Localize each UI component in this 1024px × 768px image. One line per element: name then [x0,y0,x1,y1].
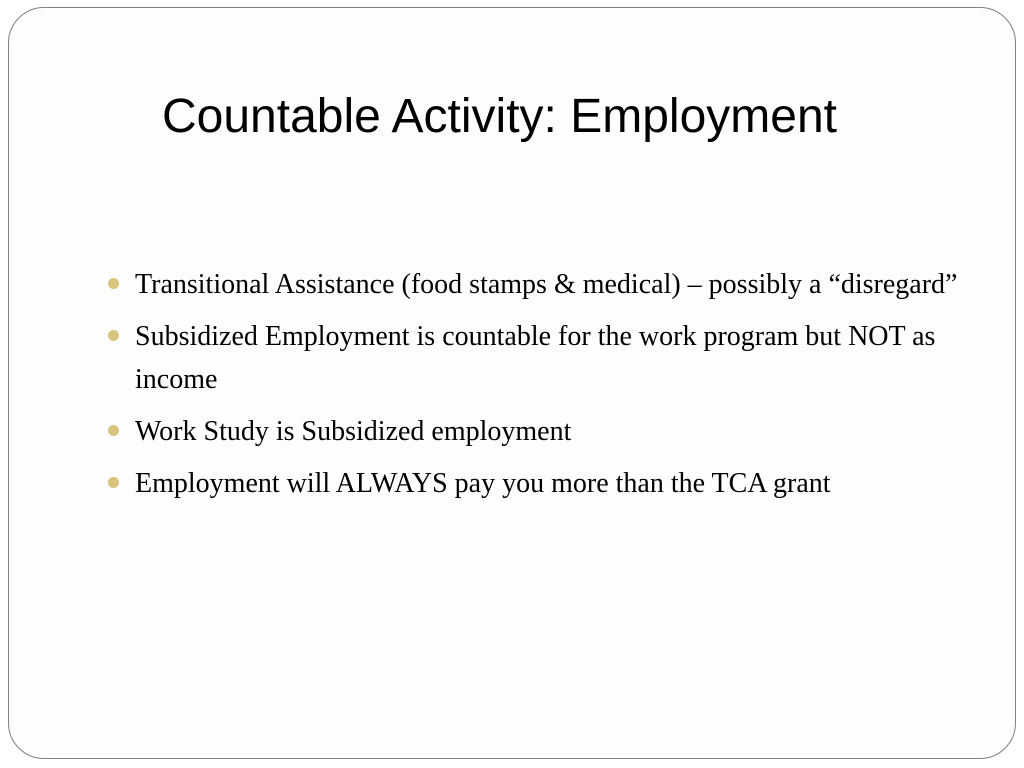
bullet-dot-icon [108,278,119,289]
bullet-text: Work Study is Subsidized employment [135,416,572,447]
bullet-text: Employment will ALWAYS pay you more than the TCA grant [135,468,831,499]
bullet-list [105,263,965,514]
bullet-text: Transitional Assistance (food stamps & medical) – possibly a “disregard” [135,269,958,300]
bullet-item [105,263,965,306]
bullet-item [105,315,965,401]
slide-title: Countable Activity: Employment [162,90,837,143]
bullet-dot-icon [108,477,119,488]
bullet-text: Subsidized Employment is countable for the work program but NOT as income [135,321,936,395]
bullet-item [105,410,965,453]
bullet-dot-icon [108,425,119,436]
bullet-dot-icon [108,330,119,341]
bullet-item [105,462,965,505]
